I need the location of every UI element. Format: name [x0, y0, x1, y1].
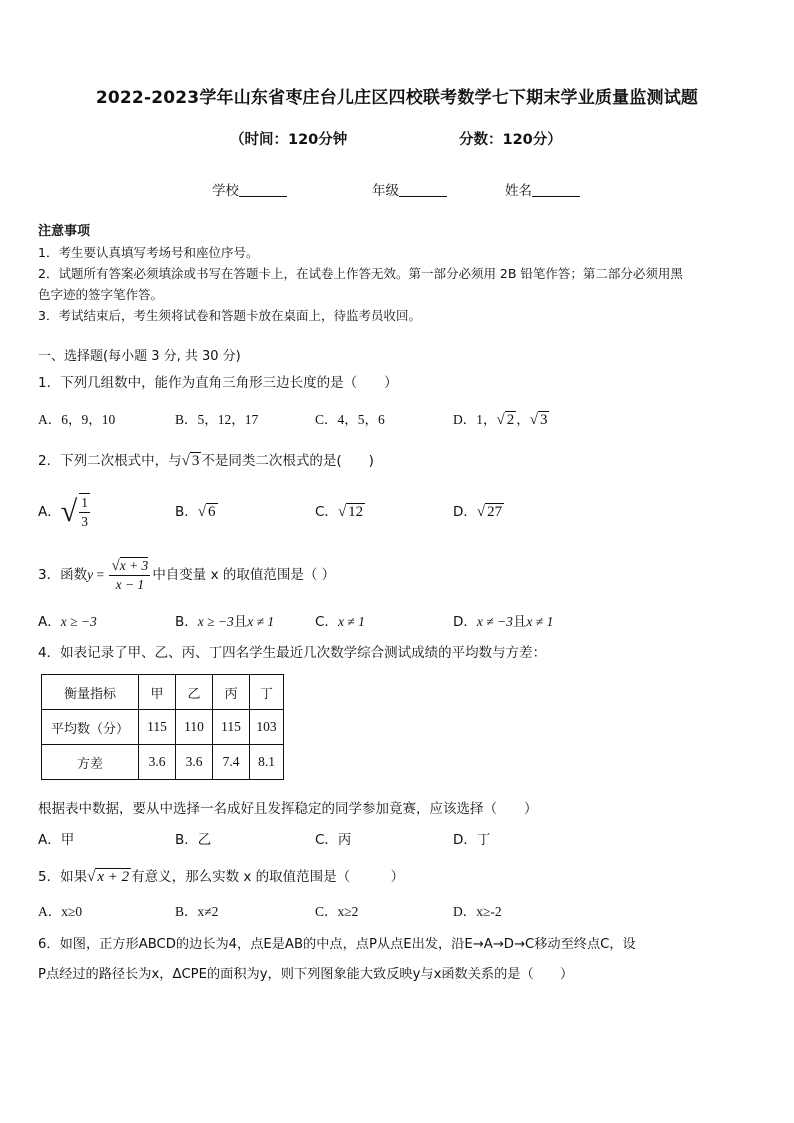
q2-d-label: D．: [453, 504, 477, 520]
school-blank: [239, 182, 287, 197]
q3-y: y: [87, 567, 94, 582]
q2-option-a: [38, 490, 92, 534]
q3-d-and: 且: [512, 614, 527, 630]
q5-stem: [38, 867, 404, 887]
q5-stem-b: 有意义，那么实数 x 的取值范围是（ ）: [131, 869, 405, 885]
grade-field: [372, 181, 447, 201]
q5-option-c: C．x≥2: [315, 904, 359, 919]
q1-d-radical-1: √ 2: [496, 412, 515, 428]
q1-d-radical-2: √ 3: [529, 412, 548, 428]
q1-option-c: C．4，5，6: [315, 412, 385, 427]
q3-d-math2: x ≠ 1: [526, 614, 554, 629]
q4-option-c: C．丙: [315, 832, 352, 848]
name-label: 姓名: [505, 183, 532, 199]
grade-label: 年级: [372, 183, 399, 199]
q6-line-1: 6．如图，正方形ABCD的边长为4，点E是AB的中点，点P从点E出发，沿E→A→D→C移动至终点C，设: [38, 937, 636, 952]
table-row: [42, 745, 284, 780]
q4-stem: 4．如表记录了甲、乙、丙、丁四名学生最近几次数学综合测试成绩的平均数与方差：: [38, 645, 547, 661]
q1-option-b: B．5，12，17: [175, 412, 259, 427]
q2-a-fraction: $\frac{1}{3}$: [81, 495, 88, 529]
q5-option-d: D．x≥-2: [453, 904, 502, 919]
q3-b-and: 且: [233, 614, 248, 630]
notes-heading: 注意事项: [38, 224, 91, 239]
q5-option-a: A．x≥0: [38, 904, 83, 919]
q2-d-radical: √ 27: [476, 504, 503, 520]
q3-c-math: x ≠ 1: [337, 614, 365, 629]
table-cell: 8.1: [250, 745, 284, 780]
table-cell: 3.6: [176, 745, 213, 780]
table-header-cell: 丁: [250, 675, 284, 710]
q1-stem: 1．下列几组数中，能作为直角三角形三边长度的是（ ）: [38, 375, 398, 391]
exam-score: 分数：120分）: [459, 132, 562, 148]
table-header-cell: 丙: [213, 675, 250, 710]
q3-option-d: [453, 612, 553, 632]
q3-a-label: A．: [38, 614, 61, 630]
table-cell: 110: [176, 710, 213, 745]
q5-stem-a: 5．如果: [38, 869, 88, 885]
table-row: [42, 710, 284, 745]
q2-b-label: B．: [175, 504, 198, 520]
notes-item: 2．试题所有答案必须填涂或书写在答题卡上，在试卷上作答无效。第一部分必须用 2B 铅笔作答；第二部分必须用黑: [38, 266, 683, 281]
radical-icon: √: [111, 557, 120, 574]
q4-question: 根据表中数据，要从中选择一名成好且发挥稳定的同学参加竟赛，应该选择（ ）: [38, 801, 538, 817]
q2-option-d: [453, 502, 504, 522]
table-cell: 115: [213, 710, 250, 745]
q2-c-radical: √ 12: [337, 504, 364, 520]
table-cell: 7.4: [213, 745, 250, 780]
section-heading: 一、选择题(每小题 3 分, 共 30 分): [38, 349, 241, 364]
name-blank: [532, 182, 580, 197]
q5-option-b: B．x≠2: [175, 904, 219, 919]
q3-fraction: $\frac{√x + 3}{x - 1}$: [111, 557, 149, 592]
table-cell: 115: [139, 710, 176, 745]
q2-c-label: C．: [315, 504, 338, 520]
q3-option-c: [315, 612, 365, 632]
q2-stem-radical: √ 3: [181, 453, 200, 469]
school-label: 学校: [212, 183, 239, 199]
name-field: [505, 181, 580, 201]
q4-option-a: A．甲: [38, 832, 75, 848]
q3-c-label: C．: [315, 614, 338, 630]
q3-option-b: [175, 612, 274, 632]
q2-option-c: [315, 502, 365, 522]
q3-d-label: D．: [453, 614, 477, 630]
q2-a-label: A．: [38, 504, 61, 520]
q3-b-math2: x ≠ 1: [247, 614, 275, 629]
q6-line-2: P点经过的路径长为x，ΔCPE的面积为y，则下列图象能大致反映y与x函数关系的是（ ）: [38, 967, 574, 982]
table-cell: 方差: [42, 745, 139, 780]
q4-option-b: B．乙: [175, 832, 212, 848]
exam-title: 2022-2023学年山东省枣庄台儿庄区四校联考数学七下期末学业质量监测试题: [95, 88, 699, 108]
q1-d-prefix: D．1，: [453, 412, 497, 427]
table-cell: 3.6: [139, 745, 176, 780]
score-table: [41, 674, 284, 780]
q3-option-a: [38, 612, 97, 632]
q3-b-label: B．: [175, 614, 198, 630]
q4-option-d: D．丁: [453, 832, 491, 848]
table-header-cell: 衡量指标: [42, 675, 139, 710]
q2-option-b: [175, 502, 218, 522]
q2-stem-b: 不是同类二次根式的是( ): [201, 453, 374, 469]
q2-stem-a: 2．下列二次根式中，与: [38, 453, 182, 469]
q5-radical: √ x + 2: [87, 869, 130, 885]
q1-d-sep: ，: [516, 412, 530, 427]
q2-stem: [38, 451, 374, 471]
q3-d-math1: x ≠ −3: [476, 614, 513, 629]
q3-b-math1: x ≥ −3: [197, 614, 234, 629]
radical-icon: √: [60, 495, 78, 528]
notes-item: 1．考生要认真填写考场号和座位序号。: [38, 245, 259, 260]
q1-option-a: A．6，9，10: [38, 412, 116, 427]
table-cell: 103: [250, 710, 284, 745]
q3-a-math: x ≥ −3: [60, 614, 97, 629]
table-cell: 平均数（分）: [42, 710, 139, 745]
table-header-row: [42, 675, 284, 710]
q3-stem: [38, 555, 335, 595]
exam-time: （时间：120分钟: [230, 132, 348, 148]
q3-stem-a: 3．函数: [38, 567, 88, 583]
q1-option-d: [453, 410, 549, 430]
grade-blank: [399, 182, 447, 197]
q3-stem-b: 中自变量 x 的取值范围是（ ）: [152, 567, 336, 583]
notes-item: 3．考试结束后，考生须将试卷和答题卡放在桌面上，待监考员收回。: [38, 308, 421, 323]
table-header-cell: 乙: [176, 675, 213, 710]
q2-b-radical: √ 6: [197, 504, 216, 520]
table-header-cell: 甲: [139, 675, 176, 710]
school-field: [212, 181, 287, 201]
q3-eq: =: [93, 567, 108, 582]
notes-item: 色字迹的签字笔作答。: [38, 287, 164, 302]
